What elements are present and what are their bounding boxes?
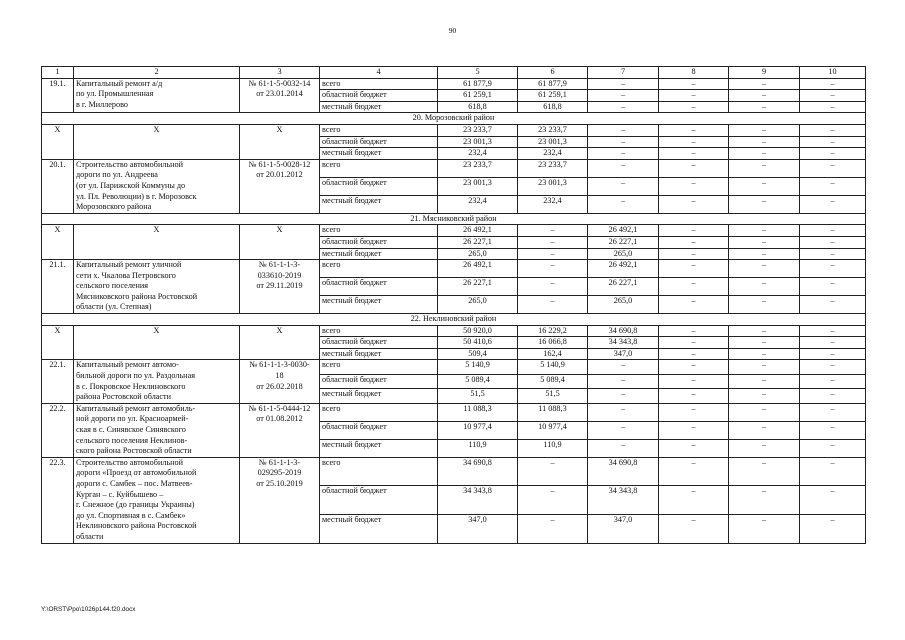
amount-cell: – bbox=[659, 325, 729, 337]
amount-cell: 23 233,7 bbox=[518, 159, 588, 177]
object-name-line: Капитальный ремонт автомо- bbox=[76, 360, 179, 370]
amount-cell: 232,4 bbox=[438, 148, 518, 160]
column-header: 7 bbox=[588, 67, 659, 79]
amount-cell: 23 001,3 bbox=[518, 177, 588, 195]
district-title: 20. Морозовский район bbox=[42, 113, 866, 125]
amount-cell: 23 233,7 bbox=[518, 124, 588, 136]
amount-cell: – bbox=[729, 136, 800, 148]
amount-cell: 265,0 bbox=[438, 296, 518, 314]
amount-cell: – bbox=[659, 296, 729, 314]
item-number: 22.2. bbox=[42, 403, 74, 457]
amount-cell: – bbox=[729, 403, 800, 421]
amount-cell: 23 001,3 bbox=[438, 136, 518, 148]
amount-cell: 34 343,8 bbox=[588, 486, 659, 515]
amount-cell: – bbox=[729, 296, 800, 314]
amount-cell: – bbox=[659, 148, 729, 160]
column-header: 3 bbox=[240, 67, 320, 79]
object-name-line: Капитальный ремонт автомобиль- bbox=[76, 403, 196, 413]
object-name bbox=[74, 78, 240, 113]
object-name-line: области (ул. Степная) bbox=[76, 302, 152, 312]
expertise-document bbox=[240, 457, 320, 543]
district-total-row bbox=[42, 124, 866, 136]
object-name-line: Капитальный ремонт а/д bbox=[76, 78, 163, 88]
object-name-line: дороги «Проезд от автомобильной bbox=[76, 468, 197, 478]
document-line: № 61-1-1-3-0030- bbox=[249, 360, 310, 370]
district-title: 21. Мясниковский район bbox=[42, 213, 866, 225]
amount-cell: – bbox=[800, 177, 866, 195]
object-name-line: дороги по ул. Андреева bbox=[76, 170, 158, 180]
object-row bbox=[42, 403, 866, 421]
funding-source: всего bbox=[320, 325, 438, 337]
amount-cell: – bbox=[588, 78, 659, 90]
amount-cell: – bbox=[659, 278, 729, 296]
column-header: 6 bbox=[518, 67, 588, 79]
amount-cell: – bbox=[588, 90, 659, 102]
amount-cell: – bbox=[659, 225, 729, 237]
amount-cell: – bbox=[659, 136, 729, 148]
amount-cell: – bbox=[518, 260, 588, 278]
object-name-line: Мясниковского района Ростовской bbox=[76, 291, 198, 301]
document-line: от 26.02.2018 bbox=[256, 381, 303, 391]
object-name-line: Строительство автомобильной bbox=[76, 159, 183, 169]
document-line: № 61-1-1-3- bbox=[258, 260, 301, 270]
amount-cell: 5 089,4 bbox=[518, 374, 588, 388]
amount-cell: 61 877,9 bbox=[438, 78, 518, 90]
amount-cell: – bbox=[800, 124, 866, 136]
footer-file-path: Y:\ORST\Ppo\1026p144.f20.docx bbox=[41, 606, 136, 613]
document-line: от 23.01.2014 bbox=[256, 89, 303, 99]
funding-source: местный бюджет bbox=[320, 296, 438, 314]
object-name bbox=[74, 403, 240, 457]
object-name: Х bbox=[74, 225, 240, 260]
funding-source: областной бюджет bbox=[320, 236, 438, 248]
amount-cell: – bbox=[729, 439, 800, 457]
amount-cell: – bbox=[729, 360, 800, 374]
object-row bbox=[42, 78, 866, 90]
amount-cell: 61 259,1 bbox=[438, 90, 518, 102]
funding-source: областной бюджет bbox=[320, 90, 438, 102]
object-name-line: Морозовского района bbox=[76, 202, 152, 212]
amount-cell: – bbox=[729, 195, 800, 213]
funding-source: всего bbox=[320, 457, 438, 486]
document-line: 18 bbox=[275, 371, 284, 381]
item-number: 21.1. bbox=[42, 260, 74, 314]
district-total-row bbox=[42, 325, 866, 337]
funding-source: областной бюджет bbox=[320, 177, 438, 195]
amount-cell: 26 492,1 bbox=[588, 225, 659, 237]
amount-cell: – bbox=[729, 177, 800, 195]
object-name-line: в с. Покровское Неклиновского bbox=[76, 381, 186, 391]
amount-cell: – bbox=[729, 148, 800, 160]
amount-cell: – bbox=[659, 260, 729, 278]
amount-cell: 34 690,8 bbox=[588, 457, 659, 486]
amount-cell: – bbox=[800, 236, 866, 248]
object-name-line: в г. Миллерово bbox=[76, 99, 128, 109]
funding-source: областной бюджет bbox=[320, 486, 438, 515]
amount-cell: 11 088,3 bbox=[438, 403, 518, 421]
amount-cell: – bbox=[659, 195, 729, 213]
amount-cell: – bbox=[800, 78, 866, 90]
item-number: Х bbox=[42, 124, 74, 159]
expertise-document: Х bbox=[240, 225, 320, 260]
amount-cell: 26 227,1 bbox=[588, 278, 659, 296]
amount-cell: – bbox=[729, 225, 800, 237]
object-name bbox=[74, 159, 240, 213]
amount-cell: 509,4 bbox=[438, 348, 518, 360]
object-name-line: бильной дороги по ул. Раздольная bbox=[76, 371, 195, 381]
object-name-line: Курган – с. Куйбышево – bbox=[76, 489, 164, 499]
column-header: 8 bbox=[659, 67, 729, 79]
amount-cell: – bbox=[729, 374, 800, 388]
amount-cell: – bbox=[659, 348, 729, 360]
funding-source: областной бюджет bbox=[320, 136, 438, 148]
amount-cell: 347,0 bbox=[588, 348, 659, 360]
amount-cell: – bbox=[800, 195, 866, 213]
amount-cell: – bbox=[800, 260, 866, 278]
object-name-line: по ул. Промышленная bbox=[76, 89, 154, 99]
funding-source: всего bbox=[320, 225, 438, 237]
column-header: 5 bbox=[438, 67, 518, 79]
document-line: от 01.08.2012 bbox=[256, 414, 303, 424]
funding-source: местный бюджет bbox=[320, 148, 438, 160]
object-name-line: сельского поселения bbox=[76, 281, 149, 291]
amount-cell: – bbox=[729, 348, 800, 360]
column-header: 2 bbox=[74, 67, 240, 79]
amount-cell: – bbox=[588, 148, 659, 160]
funding-source: всего bbox=[320, 78, 438, 90]
funding-source: местный бюджет bbox=[320, 348, 438, 360]
amount-cell: – bbox=[518, 296, 588, 314]
amount-cell: – bbox=[588, 360, 659, 374]
column-header: 10 bbox=[800, 67, 866, 79]
amount-cell: – bbox=[659, 403, 729, 421]
object-name-line: района Ростовской области bbox=[76, 392, 172, 402]
column-header: 1 bbox=[42, 67, 74, 79]
object-row bbox=[42, 260, 866, 278]
amount-cell: – bbox=[729, 278, 800, 296]
amount-cell: 50 920,0 bbox=[438, 325, 518, 337]
amount-cell: – bbox=[588, 421, 659, 439]
amount-cell: 10 977,4 bbox=[438, 421, 518, 439]
amount-cell: – bbox=[659, 374, 729, 388]
document-line: № 61-1-5-0032-14 bbox=[248, 78, 311, 88]
amount-cell: 26 492,1 bbox=[438, 260, 518, 278]
amount-cell: – bbox=[659, 337, 729, 349]
amount-cell: – bbox=[800, 90, 866, 102]
funding-source: местный бюджет bbox=[320, 439, 438, 457]
object-name-line: Строительство автомобильной bbox=[76, 457, 183, 467]
funding-source: всего bbox=[320, 260, 438, 278]
item-number: 22.1. bbox=[42, 360, 74, 403]
amount-cell: – bbox=[800, 325, 866, 337]
item-number: Х bbox=[42, 225, 74, 260]
amount-cell: – bbox=[800, 159, 866, 177]
funding-source: областной бюджет bbox=[320, 278, 438, 296]
funding-source: областной бюджет bbox=[320, 374, 438, 388]
object-row bbox=[42, 457, 866, 486]
amount-cell: 618,8 bbox=[438, 101, 518, 113]
amount-cell: – bbox=[800, 421, 866, 439]
object-name-line: (от ул. Парижской Коммуны до bbox=[76, 180, 186, 190]
amount-cell: 23 001,3 bbox=[438, 177, 518, 195]
amount-cell: – bbox=[729, 421, 800, 439]
amount-cell: 50 410,6 bbox=[438, 337, 518, 349]
amount-cell: – bbox=[729, 457, 800, 486]
amount-cell: – bbox=[800, 101, 866, 113]
amount-cell: 110,9 bbox=[438, 439, 518, 457]
district-header-row bbox=[42, 314, 866, 326]
object-name bbox=[74, 457, 240, 543]
amount-cell: 16 066,8 bbox=[518, 337, 588, 349]
amount-cell: 5 089,4 bbox=[438, 374, 518, 388]
amount-cell: – bbox=[800, 136, 866, 148]
amount-cell: – bbox=[588, 403, 659, 421]
amount-cell: 26 492,1 bbox=[588, 260, 659, 278]
amount-cell: 26 492,1 bbox=[438, 225, 518, 237]
amount-cell: – bbox=[729, 486, 800, 515]
amount-cell: – bbox=[659, 177, 729, 195]
amount-cell: – bbox=[729, 124, 800, 136]
item-number: Х bbox=[42, 325, 74, 360]
amount-cell: – bbox=[800, 374, 866, 388]
amount-cell: – bbox=[800, 278, 866, 296]
amount-cell: – bbox=[518, 514, 588, 543]
expertise-document bbox=[240, 360, 320, 403]
funding-source: местный бюджет bbox=[320, 514, 438, 543]
amount-cell: 265,0 bbox=[588, 248, 659, 260]
amount-cell: 5 140,9 bbox=[438, 360, 518, 374]
amount-cell: 110,9 bbox=[518, 439, 588, 457]
object-name-line: сети х. Чкалова Петровского bbox=[76, 270, 176, 280]
funding-source: всего bbox=[320, 159, 438, 177]
object-name-line: г. Снежное (до границы Украины) bbox=[76, 500, 195, 510]
amount-cell: – bbox=[659, 439, 729, 457]
amount-cell: – bbox=[729, 325, 800, 337]
item-number: 19.1. bbox=[42, 78, 74, 113]
amount-cell: 347,0 bbox=[588, 514, 659, 543]
funding-source: всего bbox=[320, 403, 438, 421]
amount-cell: 10 977,4 bbox=[518, 421, 588, 439]
amount-cell: – bbox=[729, 514, 800, 543]
district-title: 22. Неклиновский район bbox=[42, 314, 866, 326]
amount-cell: – bbox=[800, 486, 866, 515]
amount-cell: – bbox=[659, 360, 729, 374]
object-name-line: ул. Пл. Революции) в г. Морозовск bbox=[76, 191, 197, 201]
expertise-document: Х bbox=[240, 325, 320, 360]
amount-cell: 61 877,9 bbox=[518, 78, 588, 90]
expertise-document: Х bbox=[240, 124, 320, 159]
object-name-line: до ул. Спортивная в с. Самбек» bbox=[76, 510, 186, 520]
amount-cell: 232,4 bbox=[438, 195, 518, 213]
amount-cell: – bbox=[588, 374, 659, 388]
amount-cell: – bbox=[659, 124, 729, 136]
amount-cell: 26 227,1 bbox=[438, 236, 518, 248]
amount-cell: – bbox=[800, 225, 866, 237]
amount-cell: – bbox=[800, 439, 866, 457]
amount-cell: 51,5 bbox=[438, 389, 518, 403]
object-name bbox=[74, 260, 240, 314]
document-line: № 61-1-5-0444-12 bbox=[248, 403, 311, 413]
amount-cell: – bbox=[518, 248, 588, 260]
column-header: 4 bbox=[320, 67, 438, 79]
amount-cell: – bbox=[800, 389, 866, 403]
amount-cell: 34 343,8 bbox=[588, 337, 659, 349]
amount-cell: – bbox=[518, 278, 588, 296]
amount-cell: 23 233,7 bbox=[438, 124, 518, 136]
district-header-row bbox=[42, 213, 866, 225]
amount-cell: – bbox=[659, 514, 729, 543]
amount-cell: – bbox=[588, 124, 659, 136]
amount-cell: – bbox=[659, 421, 729, 439]
amount-cell: 232,4 bbox=[518, 148, 588, 160]
amount-cell: – bbox=[588, 195, 659, 213]
amount-cell: – bbox=[729, 337, 800, 349]
amount-cell: 34 343,8 bbox=[438, 486, 518, 515]
amount-cell: – bbox=[659, 389, 729, 403]
amount-cell: – bbox=[588, 159, 659, 177]
amount-cell: 26 227,1 bbox=[438, 278, 518, 296]
amount-cell: 26 227,1 bbox=[588, 236, 659, 248]
amount-cell: – bbox=[729, 260, 800, 278]
amount-cell: – bbox=[800, 148, 866, 160]
object-name-line: дороги с. Самбек – пос. Матвеев- bbox=[76, 478, 193, 488]
object-name: Х bbox=[74, 124, 240, 159]
amount-cell: 61 259,1 bbox=[518, 90, 588, 102]
amount-cell: – bbox=[588, 439, 659, 457]
amount-cell: 618,8 bbox=[518, 101, 588, 113]
amount-cell: 11 088,3 bbox=[518, 403, 588, 421]
amount-cell: 34 690,8 bbox=[588, 325, 659, 337]
object-row bbox=[42, 159, 866, 177]
amount-cell: – bbox=[729, 78, 800, 90]
amount-cell: – bbox=[588, 389, 659, 403]
amount-cell: – bbox=[729, 389, 800, 403]
object-name-line: сельского поселения Неклинов- bbox=[76, 435, 188, 445]
amount-cell: 347,0 bbox=[438, 514, 518, 543]
funding-source: всего bbox=[320, 124, 438, 136]
funding-source: областной бюджет bbox=[320, 421, 438, 439]
object-name bbox=[74, 360, 240, 403]
document-line: 029295-2019 bbox=[257, 468, 302, 478]
amount-cell: 23 001,3 bbox=[518, 136, 588, 148]
item-number: 22.3. bbox=[42, 457, 74, 543]
funding-source: областной бюджет bbox=[320, 337, 438, 349]
object-name: Х bbox=[74, 325, 240, 360]
expertise-document bbox=[240, 260, 320, 314]
document-line: от 29.11.2019 bbox=[256, 281, 303, 291]
column-number-row bbox=[42, 67, 866, 79]
amount-cell: – bbox=[800, 337, 866, 349]
amount-cell: – bbox=[800, 514, 866, 543]
document-line: № 61-1-1-3- bbox=[258, 457, 301, 467]
table-body bbox=[42, 67, 866, 544]
amount-cell: – bbox=[588, 136, 659, 148]
district-header-row bbox=[42, 113, 866, 125]
amount-cell: – bbox=[659, 101, 729, 113]
funding-source: местный бюджет bbox=[320, 248, 438, 260]
amount-cell: – bbox=[659, 486, 729, 515]
funding-source: местный бюджет bbox=[320, 389, 438, 403]
amount-cell: 34 690,8 bbox=[438, 457, 518, 486]
amount-cell: – bbox=[729, 248, 800, 260]
funding-source: всего bbox=[320, 360, 438, 374]
expertise-document bbox=[240, 159, 320, 213]
amount-cell: – bbox=[800, 348, 866, 360]
object-name-line: ская в с. Синявское Синявского bbox=[76, 425, 186, 434]
amount-cell: – bbox=[729, 236, 800, 248]
document-line: от 25.10.2019 bbox=[256, 478, 303, 488]
amount-cell: – bbox=[659, 248, 729, 260]
amount-cell: – bbox=[729, 101, 800, 113]
object-row bbox=[42, 360, 866, 374]
amount-cell: – bbox=[659, 457, 729, 486]
object-name-line: ского района Ростовской области bbox=[76, 446, 192, 456]
amount-cell: – bbox=[518, 236, 588, 248]
amount-cell: – bbox=[800, 403, 866, 421]
amount-cell: – bbox=[729, 159, 800, 177]
amount-cell: 23 233,7 bbox=[438, 159, 518, 177]
amount-cell: 162,4 bbox=[518, 348, 588, 360]
amount-cell: – bbox=[659, 159, 729, 177]
amount-cell: – bbox=[588, 101, 659, 113]
funding-source: местный бюджет bbox=[320, 101, 438, 113]
amount-cell: 51,5 bbox=[518, 389, 588, 403]
district-total-row bbox=[42, 225, 866, 237]
amount-cell: – bbox=[518, 486, 588, 515]
object-name-line: Неклиновского района Ростовской bbox=[76, 521, 197, 531]
amount-cell: 265,0 bbox=[438, 248, 518, 260]
expertise-document bbox=[240, 78, 320, 113]
expertise-document bbox=[240, 403, 320, 457]
amount-cell: 5 140,9 bbox=[518, 360, 588, 374]
amount-cell: – bbox=[659, 236, 729, 248]
amount-cell: 232,4 bbox=[518, 195, 588, 213]
financing-table bbox=[41, 66, 866, 544]
object-name-line: Капитальный ремонт уличной bbox=[76, 260, 182, 270]
amount-cell: – bbox=[518, 457, 588, 486]
amount-cell: – bbox=[518, 225, 588, 237]
amount-cell: – bbox=[800, 360, 866, 374]
amount-cell: 265,0 bbox=[588, 296, 659, 314]
amount-cell: – bbox=[729, 90, 800, 102]
funding-source: местный бюджет bbox=[320, 195, 438, 213]
amount-cell: – bbox=[659, 78, 729, 90]
amount-cell: – bbox=[800, 296, 866, 314]
amount-cell: 16 229,2 bbox=[518, 325, 588, 337]
amount-cell: – bbox=[800, 457, 866, 486]
document-line: № 61-1-5-0028-12 bbox=[248, 159, 311, 169]
amount-cell: – bbox=[588, 177, 659, 195]
page-number: 90 bbox=[448, 26, 457, 35]
object-name-line: области bbox=[76, 531, 104, 541]
column-header: 9 bbox=[729, 67, 800, 79]
item-number: 20.1. bbox=[42, 159, 74, 213]
amount-cell: – bbox=[800, 248, 866, 260]
amount-cell: – bbox=[659, 90, 729, 102]
document-line: от 20.01.2012 bbox=[256, 170, 303, 180]
object-name-line: ной дороги по ул. Красноармей- bbox=[76, 414, 189, 424]
document-line: 033610-2019 bbox=[257, 270, 302, 280]
